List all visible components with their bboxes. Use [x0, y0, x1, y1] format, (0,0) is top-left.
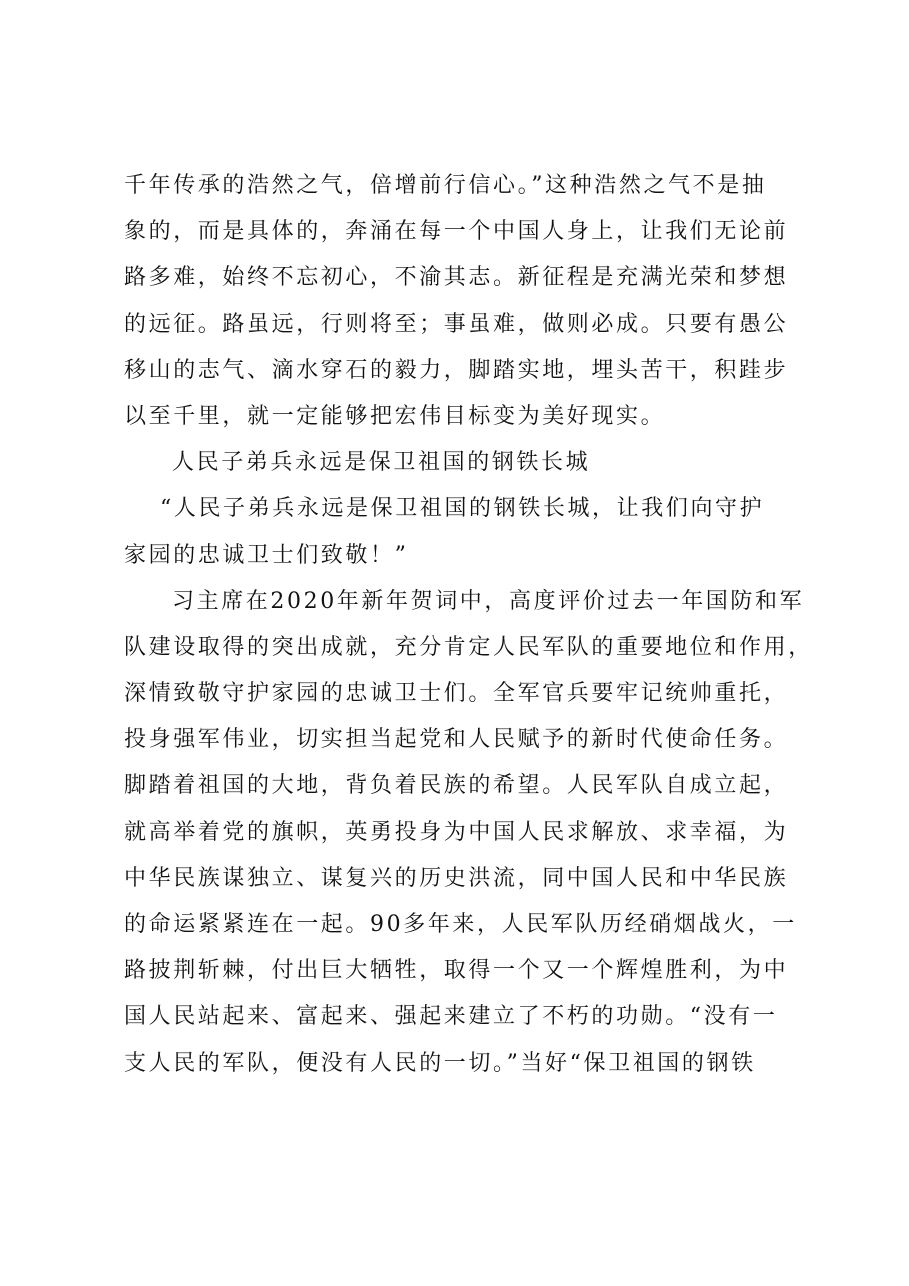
quote-line: 家园的忠诚卫士们致敬！” [124, 542, 409, 568]
paragraph-line: 投身强军伟业，切实担当起党和人民赋予的新时代使命任务。 [124, 727, 789, 753]
paragraph-line: 支人民的军队，便没有人民的一切。”当好“保卫祖国的钢铁 [124, 1050, 756, 1076]
paragraph-line: 习主席在2020年新年贺词中，高度评价过去一年国防和军 [172, 588, 805, 614]
paragraph-line: 深情致敬守护家园的忠诚卫士们。全军官兵要牢记统帅重托， [124, 681, 789, 707]
paragraph-line: 队建设取得的突出成就，充分肯定人民军队的重要地位和作用， [124, 634, 813, 660]
paragraph-line: 的远征。路虽远，行则将至；事虽难，做则必成。只要有愚公 [124, 311, 789, 337]
quote-line: “人民子弟兵永远是保卫祖国的钢铁长城，让我们向守护 [160, 496, 765, 522]
paragraph-line: 移山的志气、滴水穿石的毅力，脚踏实地，埋头苦干，积跬步 [124, 357, 789, 383]
paragraph-line: 中华民族谋独立、谋复兴的历史洪流，同中国人民和中华民族 [124, 865, 789, 891]
paragraph-line: 以至千里，就一定能够把宏伟目标变为美好现实。 [124, 403, 666, 429]
section-heading: 人民子弟兵永远是保卫祖国的钢铁长城 [172, 450, 591, 476]
document-body [124, 163, 814, 1087]
paragraph-line: 千年传承的浩然之气，倍增前行信心。”这种浩然之气不是抽 [124, 173, 767, 198]
paragraph-line: 脚踏着祖国的大地，背负着民族的希望。人民军队自成立起， [124, 773, 789, 799]
paragraph-line: 路披荆斩棘，付出巨大牺牲，取得一个又一个辉煌胜利，为中 [124, 958, 789, 984]
paragraph-line: 路多难，始终不忘初心，不渝其志。新征程是充满光荣和梦想 [124, 265, 789, 291]
paragraph-line: 国人民站起来、富起来、强起来建立了不朽的功勋。“没有一 [124, 1004, 778, 1030]
paragraph-line: 象的，而是具体的，奔涌在每一个中国人身上，让我们无论前 [124, 219, 789, 245]
paragraph-line: 的命运紧紧连在一起。90多年来，人民军队历经硝烟战火，一 [124, 912, 797, 937]
paragraph-line: 就高举着党的旗帜，英勇投身为中国人民求解放、求幸福，为 [124, 819, 789, 845]
